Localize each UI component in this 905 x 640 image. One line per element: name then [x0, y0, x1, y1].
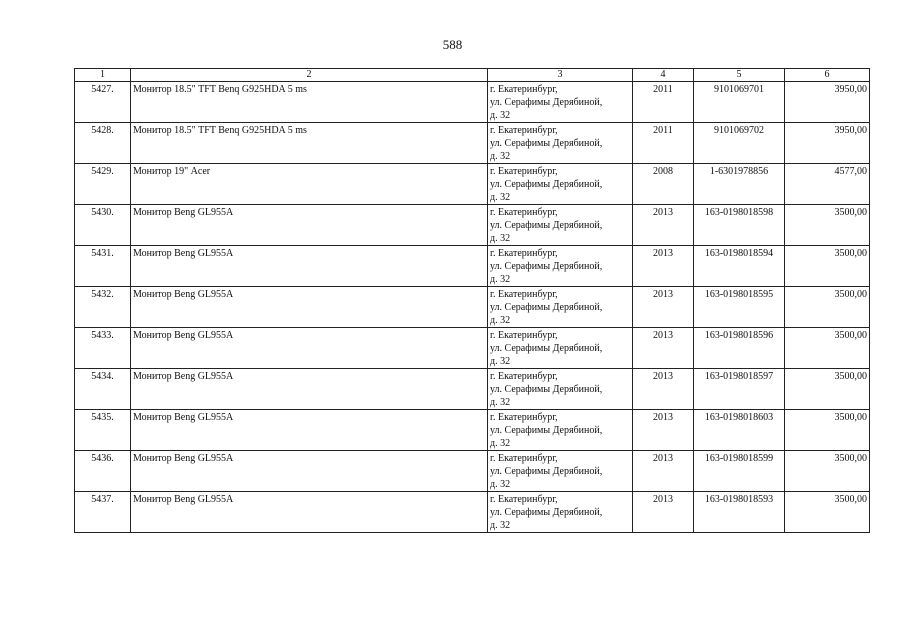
- item-address: [488, 164, 633, 205]
- address-line: д. 32: [490, 356, 511, 367]
- item-serial-number: 163-0198018599: [694, 451, 785, 492]
- row-number: 5432.: [75, 287, 131, 328]
- address-line: г. Екатеринбург,: [490, 125, 558, 136]
- table-row: [75, 164, 870, 205]
- table-row: [75, 82, 870, 123]
- address-line: д. 32: [490, 520, 511, 531]
- item-name: Монитор Beng GL955A: [131, 492, 488, 533]
- item-serial-number: 163-0198018596: [694, 328, 785, 369]
- item-serial-number: 163-0198018603: [694, 410, 785, 451]
- address-line: г. Екатеринбург,: [490, 371, 558, 382]
- row-number: 5435.: [75, 410, 131, 451]
- item-address: [488, 451, 633, 492]
- item-address: [488, 328, 633, 369]
- address-line: д. 32: [490, 151, 511, 162]
- address-line: ул. Серафимы Дерябиной,: [490, 220, 603, 231]
- item-price: 3500,00: [785, 287, 870, 328]
- item-price: 3500,00: [785, 410, 870, 451]
- item-serial-number: 9101069701: [694, 82, 785, 123]
- item-name: Монитор 18.5" TFT Benq G925HDA 5 ms: [131, 123, 488, 164]
- item-name: Монитор Beng GL955A: [131, 451, 488, 492]
- item-name: Монитор Beng GL955A: [131, 205, 488, 246]
- item-price: 3500,00: [785, 451, 870, 492]
- item-serial-number: 163-0198018597: [694, 369, 785, 410]
- row-number: 5428.: [75, 123, 131, 164]
- item-address: [488, 287, 633, 328]
- address-line: ул. Серафимы Дерябиной,: [490, 138, 603, 149]
- column-header-3: 3: [488, 69, 633, 82]
- table-body: [75, 82, 870, 533]
- address-line: д. 32: [490, 233, 511, 244]
- item-address: [488, 246, 633, 287]
- row-number: 5430.: [75, 205, 131, 246]
- item-price: 4577,00: [785, 164, 870, 205]
- header-row: [75, 69, 870, 82]
- address-line: д. 32: [490, 274, 511, 285]
- address-line: г. Екатеринбург,: [490, 207, 558, 218]
- address-line: ул. Серафимы Дерябиной,: [490, 507, 603, 518]
- address-line: ул. Серафимы Дерябиной,: [490, 179, 603, 190]
- item-year: 2013: [633, 492, 694, 533]
- item-address: [488, 205, 633, 246]
- item-name: Монитор 19" Acer: [131, 164, 488, 205]
- address-line: ул. Серафимы Дерябиной,: [490, 97, 603, 108]
- item-year: 2013: [633, 205, 694, 246]
- item-address: [488, 82, 633, 123]
- item-name: Монитор Beng GL955A: [131, 410, 488, 451]
- address-line: г. Екатеринбург,: [490, 453, 558, 464]
- inventory-table: [74, 68, 870, 533]
- column-header-6: 6: [785, 69, 870, 82]
- address-line: ул. Серафимы Дерябиной,: [490, 466, 603, 477]
- item-year: 2008: [633, 164, 694, 205]
- item-price: 3500,00: [785, 246, 870, 287]
- table-row: [75, 492, 870, 533]
- item-year: 2011: [633, 123, 694, 164]
- row-number: 5429.: [75, 164, 131, 205]
- item-year: 2013: [633, 287, 694, 328]
- item-name: Монитор Beng GL955A: [131, 328, 488, 369]
- address-line: ул. Серафимы Дерябиной,: [490, 302, 603, 313]
- item-price: 3500,00: [785, 369, 870, 410]
- address-line: ул. Серафимы Дерябиной,: [490, 384, 603, 395]
- table-row: [75, 123, 870, 164]
- item-year: 2011: [633, 82, 694, 123]
- item-year: 2013: [633, 328, 694, 369]
- item-price: 3500,00: [785, 205, 870, 246]
- item-price: 3950,00: [785, 123, 870, 164]
- item-address: [488, 492, 633, 533]
- item-serial-number: 163-0198018594: [694, 246, 785, 287]
- item-address: [488, 123, 633, 164]
- address-line: г. Екатеринбург,: [490, 248, 558, 259]
- address-line: д. 32: [490, 438, 511, 449]
- address-line: д. 32: [490, 479, 511, 490]
- page-number: 588: [442, 37, 463, 52]
- item-name: Монитор Beng GL955A: [131, 369, 488, 410]
- item-year: 2013: [633, 451, 694, 492]
- address-line: ул. Серафимы Дерябиной,: [490, 425, 603, 436]
- item-year: 2013: [633, 246, 694, 287]
- item-price: 3500,00: [785, 328, 870, 369]
- address-line: д. 32: [490, 110, 511, 121]
- item-year: 2013: [633, 410, 694, 451]
- table-row: [75, 287, 870, 328]
- table-row: [75, 369, 870, 410]
- address-line: г. Екатеринбург,: [490, 494, 558, 505]
- address-line: г. Екатеринбург,: [490, 289, 558, 300]
- address-line: г. Екатеринбург,: [490, 84, 558, 95]
- item-name: Монитор Beng GL955A: [131, 287, 488, 328]
- address-line: д. 32: [490, 192, 511, 203]
- address-line: ул. Серафимы Дерябиной,: [490, 261, 603, 272]
- address-line: ул. Серафимы Дерябиной,: [490, 343, 603, 354]
- item-address: [488, 369, 633, 410]
- table-row: [75, 246, 870, 287]
- address-line: г. Екатеринбург,: [490, 166, 558, 177]
- row-number: 5431.: [75, 246, 131, 287]
- row-number: 5433.: [75, 328, 131, 369]
- address-line: г. Екатеринбург,: [490, 330, 558, 341]
- address-line: д. 32: [490, 315, 511, 326]
- address-line: д. 32: [490, 397, 511, 408]
- column-header-1: 1: [75, 69, 131, 82]
- row-number: 5434.: [75, 369, 131, 410]
- item-serial-number: 1-6301978856: [694, 164, 785, 205]
- item-year: 2013: [633, 369, 694, 410]
- item-serial-number: 9101069702: [694, 123, 785, 164]
- table-row: [75, 328, 870, 369]
- item-serial-number: 163-0198018598: [694, 205, 785, 246]
- row-number: 5436.: [75, 451, 131, 492]
- item-price: 3950,00: [785, 82, 870, 123]
- column-header-4: 4: [633, 69, 694, 82]
- row-number: 5437.: [75, 492, 131, 533]
- item-price: 3500,00: [785, 492, 870, 533]
- table-row: [75, 451, 870, 492]
- item-address: [488, 410, 633, 451]
- item-serial-number: 163-0198018595: [694, 287, 785, 328]
- table-row: [75, 205, 870, 246]
- item-serial-number: 163-0198018593: [694, 492, 785, 533]
- column-header-5: 5: [694, 69, 785, 82]
- column-header-2: 2: [131, 69, 488, 82]
- table-row: [75, 410, 870, 451]
- row-number: 5427.: [75, 82, 131, 123]
- item-name: Монитор 18.5" TFT Benq G925HDA 5 ms: [131, 82, 488, 123]
- item-name: Монитор Beng GL955A: [131, 246, 488, 287]
- address-line: г. Екатеринбург,: [490, 412, 558, 423]
